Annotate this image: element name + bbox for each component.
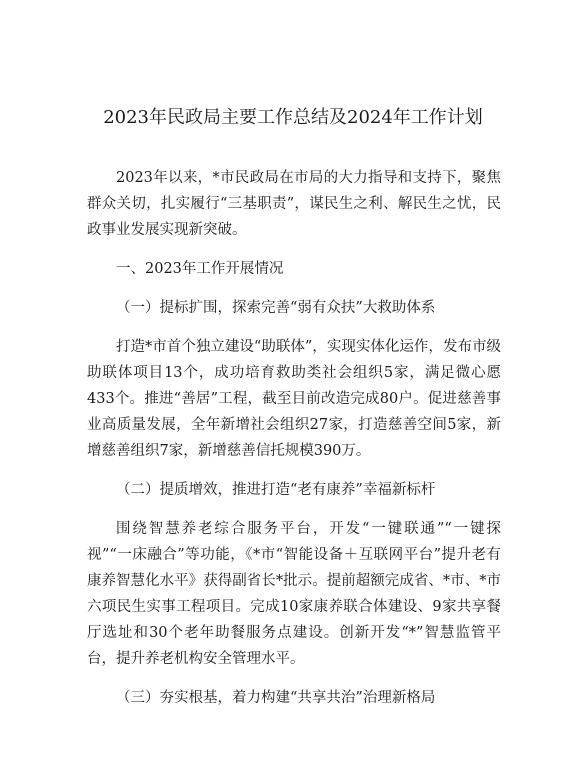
subsection-heading-2: （二）提质增效，推进打造“老有康养”幸福新标杆 [116, 482, 436, 498]
intro-paragraph: 2023年以来，*市民政局在市局的大力指导和支持下，聚焦群众关切，扎实履行“三基职责”，谋民生之利、解民生之忧，民政事业发展实现新突破。 [87, 170, 501, 238]
subsection-heading-3: （三）夯实根基，着力构建“共享共治”治理新格局 [116, 690, 436, 706]
document-title: 2023年民政局主要工作总结及2024年工作计划 [103, 107, 483, 128]
subsection-heading-1: （一）提标扩围，探索完善“弱有众扶”大救助体系 [116, 300, 436, 316]
subsection-paragraph-2: 围绕智慧养老综合服务平台，开发“一键联通”“一键探视”“一床融合”等功能，《*市“智能设备＋互联网平台”提升老有康养智慧化水平》获得副省长*批示。提前超额完成省、*市、*市六项民生实事工程项目。完成10家康养联合体建设、9家共享餐厅选址和30个老年助餐服务点建设。创新开发“*”智慧监管平台，提升养老机构安全管理水平。 [87, 521, 501, 667]
subsection-paragraph-1: 打造*市首个独立建设“助联体”，实现实体化运作，发布市级助联体项目13个，成功培育救助类社会组织5家，满足微心愿433个。推进“善居”工程，截至目前改造完成80户。促进慈善事业高质量发展，全年新增社会组织27家，打造慈善空间5家，新增慈善组织7家，新增慈善信托规模390万。 [87, 339, 501, 459]
section-heading-1: 一、2023年工作开展情况 [116, 261, 284, 277]
document-body [87, 165, 501, 724]
